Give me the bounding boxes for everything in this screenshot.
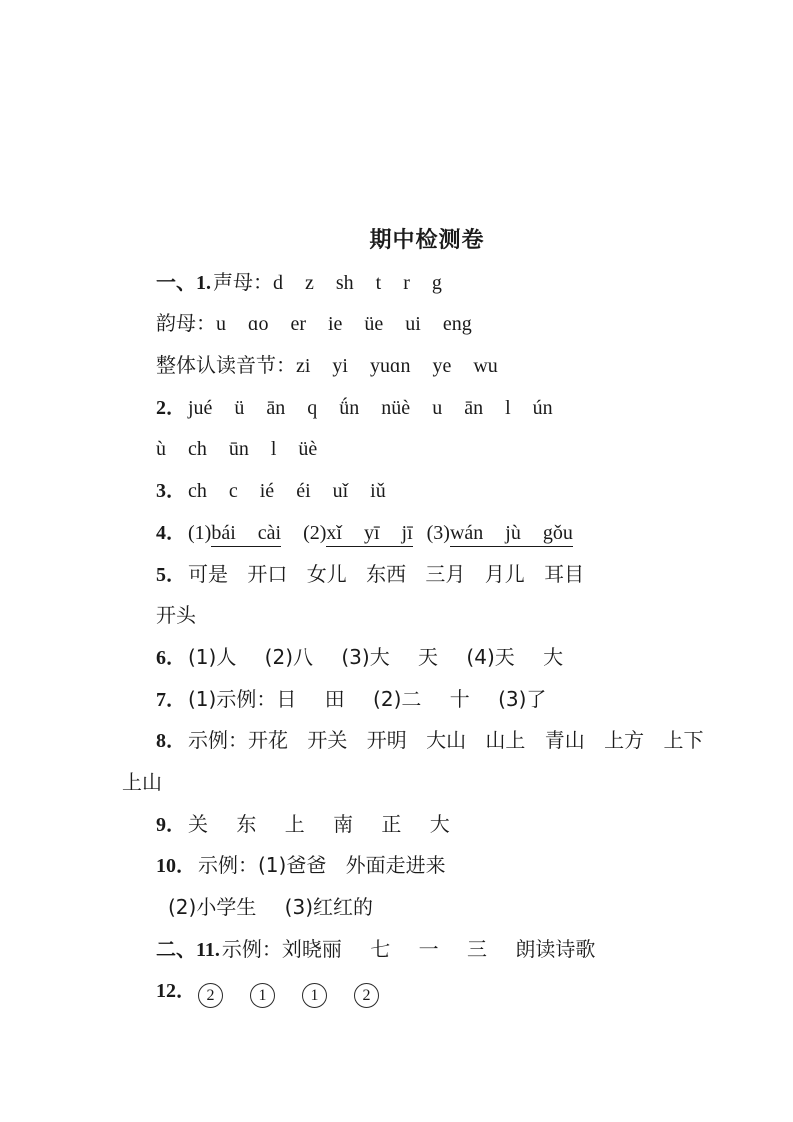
q6-values: (1)人 (2)八 (3)大 天 (4)天 大: [188, 644, 564, 669]
answer-line-q1-finals: [0, 303, 793, 345]
q12-number: 12．: [156, 980, 196, 1003]
q7-values: (1)示例：日 田 (2)二 十 (3)了: [188, 686, 547, 711]
answer-line-q3: [0, 470, 793, 512]
q5-values-continued: 开头: [156, 603, 196, 628]
q8-values-continued: 上山: [122, 769, 162, 794]
q9-values: 关 东 上 南 正 大: [188, 811, 450, 836]
q10-values-continued: (2)小学生 (3)红红的: [168, 895, 374, 919]
answer-line-q10: [0, 845, 793, 887]
answer-line-q9: [0, 804, 793, 846]
q3-number: 3．: [156, 480, 186, 503]
circled-answer-4: 2: [354, 983, 379, 1008]
q6-number: 6．: [156, 646, 186, 669]
q8-values: 示例：开花 开关 开明 大山 山上 青山 上方 上下: [188, 728, 704, 753]
q4-part2-marker: (2): [303, 521, 327, 544]
answer-line-q6: [0, 637, 793, 679]
q4-number: 4．: [156, 521, 186, 544]
answer-line-q1-initials: [0, 262, 793, 304]
q10-values: 示例：(1)爸爸 外面走进来: [198, 853, 446, 878]
answer-line-q2-continued: [0, 428, 793, 470]
q4-part3-answer: wán jù gǒu: [450, 522, 573, 547]
q7-number: 7．: [156, 688, 186, 711]
q4-part1-answer: bái cài: [211, 522, 281, 547]
answer-line-q11: [0, 929, 793, 971]
answer-line-q8-continued: [0, 762, 793, 804]
answer-line-q5: [0, 554, 793, 596]
section-2-marker: 二、: [156, 936, 196, 961]
answer-line-q1-whole-syllables: [0, 345, 793, 387]
q9-number: 9．: [156, 813, 186, 836]
q1-whole-syllables-values: zi yi yuɑn ye wu: [296, 355, 498, 378]
answer-line-q2: [0, 387, 793, 429]
answer-line-q4: [0, 512, 793, 554]
q1-finals-values: u ɑo er ie üe ui eng: [216, 313, 472, 336]
answer-line-q12: [0, 970, 793, 1012]
q1-number: 1.: [196, 271, 211, 294]
q1-whole-syllables-label: 整体认读音节：: [156, 353, 296, 378]
q3-values: ch c ié éi uǐ iǔ: [188, 480, 386, 503]
circled-answer-2: 1: [250, 983, 275, 1008]
answer-line-q8: [0, 720, 793, 762]
q11-values: 示例：刘晓丽 七 一 三 朗读诗歌: [221, 936, 596, 961]
q1-initials-values: d z sh t r g: [273, 271, 442, 294]
q1-initials-label: 声母：: [213, 269, 273, 294]
q1-finals-label: 韵母：: [156, 311, 216, 336]
q2-values: jué ü ān q ǘn nüè u ān l ún: [188, 396, 553, 419]
q5-values: 可是 开口 女儿 东西 三月 月儿 耳目: [188, 561, 585, 586]
page-title: [0, 220, 793, 262]
q2-number: 2．: [156, 396, 186, 419]
answer-sheet: [0, 220, 793, 1012]
q8-number: 8．: [156, 730, 186, 753]
section-1-marker: 一、: [156, 269, 196, 294]
circled-answer-3: 1: [302, 983, 327, 1008]
answer-line-q5-continued: [0, 595, 793, 637]
circled-answer-1: 2: [198, 983, 223, 1008]
q2-values-continued: ù ch ūn l üè: [156, 438, 318, 461]
q5-number: 5．: [156, 563, 186, 586]
page-title-text: 期中检测卷: [369, 228, 485, 253]
q4-part3-marker: (3): [426, 521, 450, 544]
answer-line-q7: [0, 679, 793, 721]
answer-line-q10-continued: [0, 887, 793, 929]
q11-number: 11.: [196, 938, 220, 961]
q4-part1-marker: (1): [188, 521, 212, 544]
q4-part2-answer: xǐ yī jī: [326, 522, 412, 547]
q10-number: 10．: [156, 855, 196, 878]
